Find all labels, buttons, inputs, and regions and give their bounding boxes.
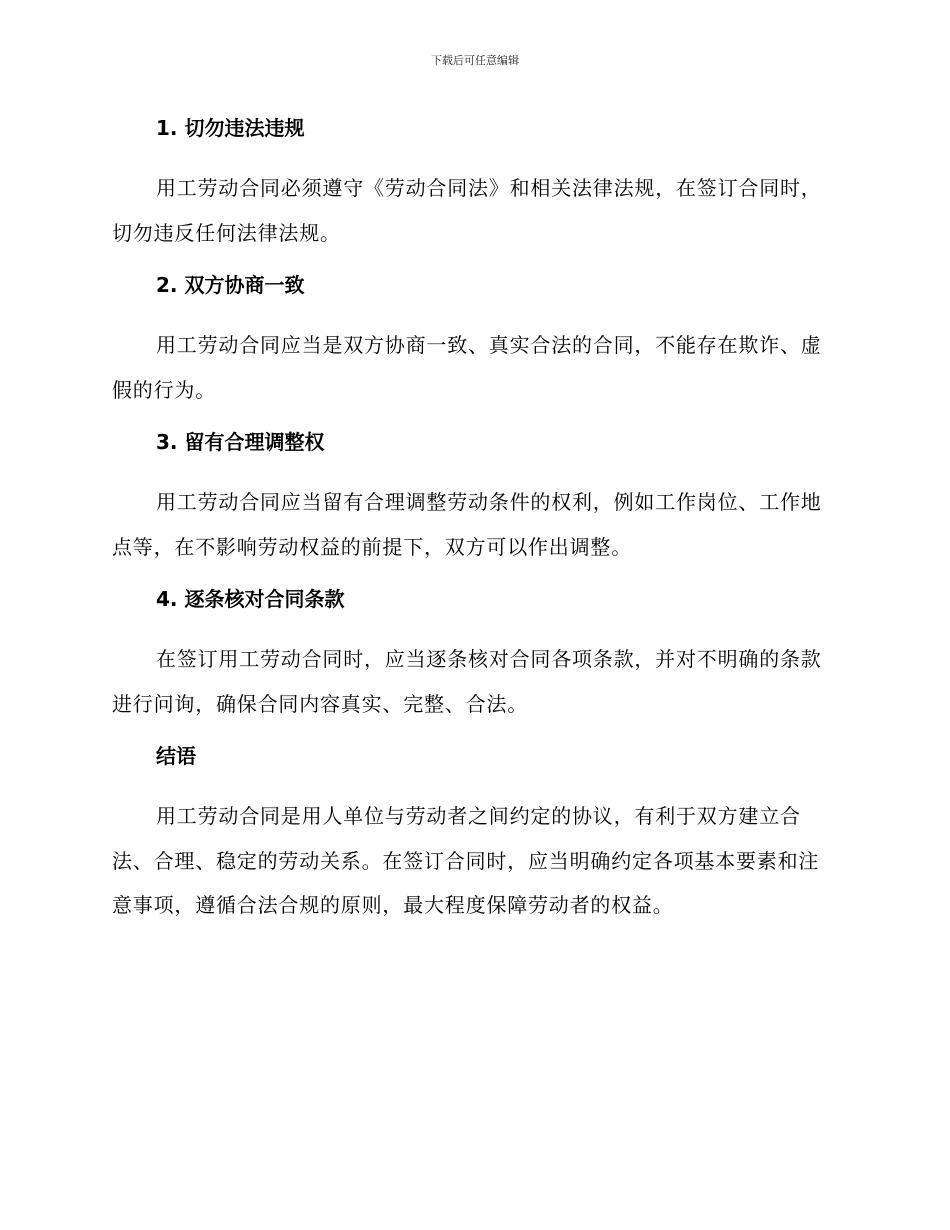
- section-heading-2: 2. 双方协商一致: [156, 273, 305, 297]
- section-paragraph-1: 用工劳动合同必须遵守《劳动合同法》和相关法律法规，在签订合同时，切勿违反任何法律法规。: [112, 176, 822, 245]
- section-paragraph-3: 用工劳动合同应当留有合理调整劳动条件的权利，例如工作岗位、工作地点等，在不影响劳动权益的前提下，双方可以作出调整。: [112, 490, 822, 559]
- section-paragraph-2: 用工劳动合同应当是双方协商一致、真实合法的合同，不能存在欺诈、虚假的行为。: [112, 333, 822, 402]
- document-body: [112, 112, 834, 942]
- page-header: 下载后可任意编辑: [431, 54, 519, 67]
- section-heading-3: 3. 留有合理调整权: [156, 430, 325, 454]
- section-heading-4: 4. 逐条核对合同条款: [156, 587, 345, 611]
- section-heading-1: 1. 切勿违法违规: [156, 116, 305, 140]
- conclusion-paragraph: 用工劳动合同是用人单位与劳动者之间约定的协议，有利于双方建立合法、合理、稳定的劳动关系。在签订合同时，应当明确约定各项基本要素和注意事项，遵循合法合规的原则，最大程度保障劳动者的权益。: [112, 804, 820, 917]
- section-paragraph-4: 在签订用工劳动合同时，应当逐条核对合同各项条款，并对不明确的条款进行问询，确保合同内容真实、完整、合法。: [112, 647, 822, 716]
- conclusion-heading: 结语: [156, 744, 196, 768]
